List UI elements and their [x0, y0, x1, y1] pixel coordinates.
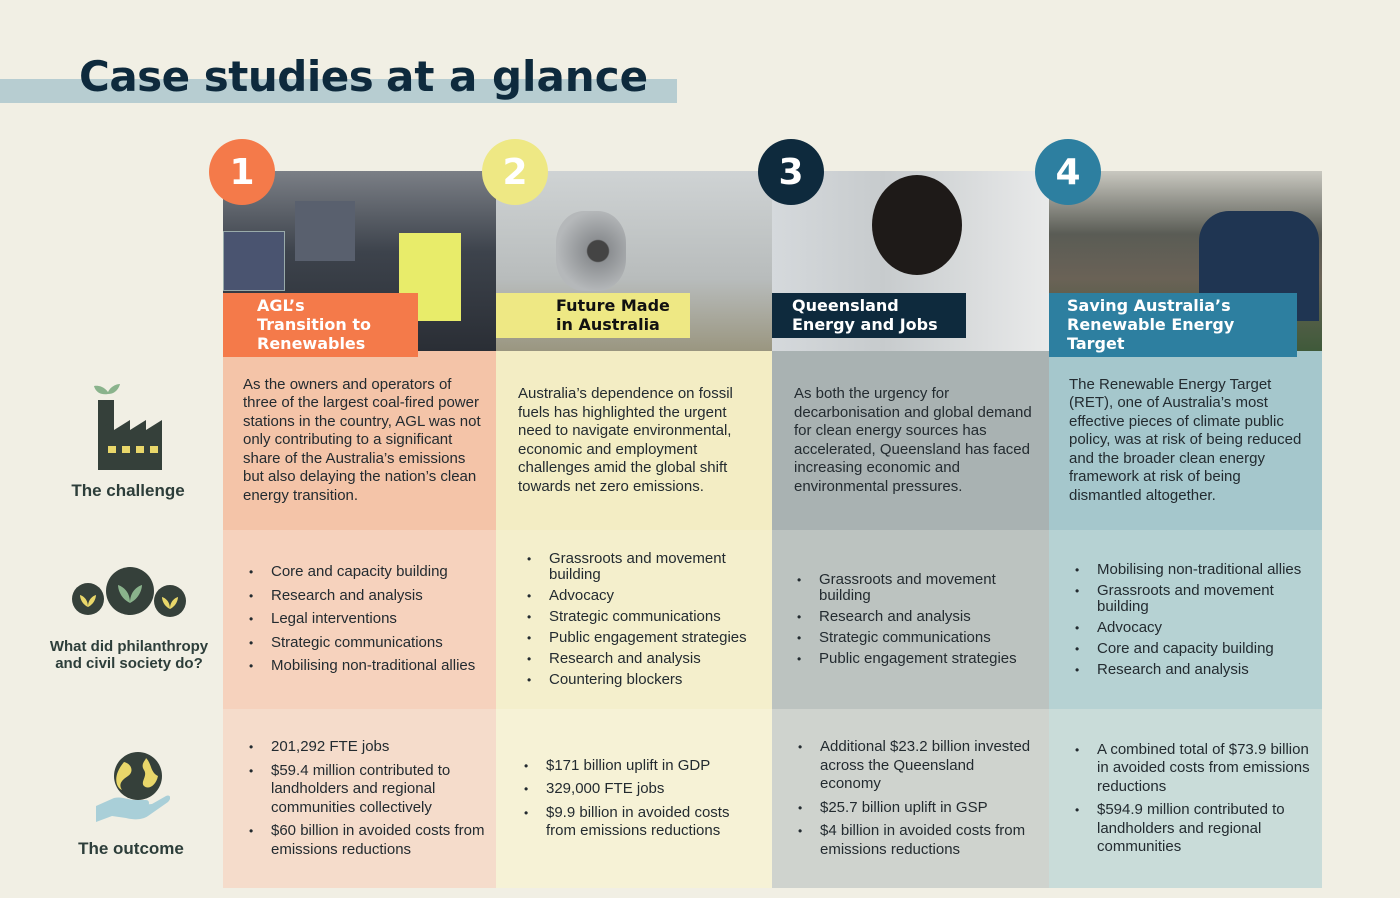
challenge-text: As the owners and operators of three of the largest coal-fired power stations in the country, AGL was not only contributing to a significant share of the Australia’s emissions but also delaying the nation’s clean energy transition. [243, 375, 481, 504]
list-item: • Research and analysis [249, 587, 475, 606]
list-item: • $171 billion uplift in GDP [524, 757, 762, 776]
case-study-4 [1049, 151, 1322, 888]
list-item: • $25.7 billion uplift in GSP [798, 799, 1039, 818]
case-study-1 [223, 151, 496, 888]
outcomes-cell [496, 709, 772, 888]
heads-leaves-icon [68, 565, 190, 630]
list-item: • $60 billion in avoided costs from emissions reductions [249, 822, 486, 859]
list-item: • Additional $23.2 billion invested across the Queensland economy [798, 738, 1039, 794]
row-label-outcome: The outcome [78, 839, 184, 858]
outcomes-list [249, 733, 486, 864]
list-item: • Public engagement strategies [797, 651, 1039, 667]
actions-cell [496, 530, 772, 709]
case-number-badge: 4 [1035, 139, 1101, 205]
case-number-badge: 1 [209, 139, 275, 205]
factory-icon [92, 382, 166, 475]
actions-cell [772, 530, 1049, 709]
page-title: Case studies at a glance [79, 52, 649, 101]
actions-cell [223, 530, 496, 709]
list-item: • Legal interventions [249, 610, 475, 629]
outcomes-cell [223, 709, 496, 888]
list-item: • Strategic communications [249, 634, 475, 653]
list-item: • Grassroots and movement building [1075, 583, 1312, 615]
outcomes-list [524, 752, 762, 846]
list-item: • Grassroots and movement building [797, 572, 1039, 604]
actions-list [249, 558, 475, 681]
case-title: Queensland Energy and Jobs [772, 293, 966, 338]
case-title: AGL’s Transition to Renewables [223, 293, 418, 357]
list-item: • Public engagement strategies [527, 630, 762, 646]
list-item: • Research and analysis [527, 651, 762, 667]
list-item: • Strategic communications [527, 609, 762, 625]
list-item: • 329,000 FTE jobs [524, 780, 762, 799]
list-item: • Mobilising non-traditional allies [1075, 562, 1312, 578]
outcomes-cell [772, 709, 1049, 888]
list-item: • Countering blockers [527, 672, 762, 688]
case-study-3 [772, 151, 1049, 888]
list-item: • Core and capacity building [249, 563, 475, 582]
outcomes-cell [1049, 709, 1322, 888]
challenge-cell [223, 351, 496, 530]
list-item: • Research and analysis [797, 609, 1039, 625]
outcomes-list [1075, 736, 1312, 862]
challenge-text: Australia’s dependence on fossil fuels has highlighted the urgent need to navigate environmental, economic and employment challenges amid the global shift towards net zero emissions. [518, 385, 733, 495]
list-item: • Mobilising non-traditional allies [249, 657, 475, 676]
actions-list [1075, 557, 1312, 683]
challenge-cell [772, 351, 1049, 530]
case-number-badge: 2 [482, 139, 548, 205]
challenge-cell [1049, 351, 1322, 530]
list-item: • $9.9 billion in avoided costs from emissions reductions [524, 804, 762, 841]
list-item: • Grassroots and movement building [527, 551, 762, 583]
list-item: • $4 billion in avoided costs from emissions reductions [798, 822, 1039, 859]
list-item: • A combined total of $73.9 billion in avoided costs from emissions reductions [1075, 741, 1312, 797]
list-item: • $59.4 million contributed to landholders and regional communities collectively [249, 762, 486, 818]
list-item: • Core and capacity building [1075, 641, 1312, 657]
case-title: Future Made in Australia [496, 293, 690, 338]
challenge-text: As both the urgency for decarbonisation and global demand for clean energy sources has accelerated, Queensland has faced increasing economic and environmental pressures. [794, 385, 1032, 495]
row-label-challenge: The challenge [71, 481, 185, 500]
actions-list [527, 546, 762, 693]
list-item: • Advocacy [527, 588, 762, 604]
list-item: • Strategic communications [797, 630, 1039, 646]
case-title: Saving Australia’s Renewable Energy Target [1049, 293, 1297, 357]
case-number-badge: 3 [758, 139, 824, 205]
list-item: • Research and analysis [1075, 662, 1312, 678]
list-item: • $594.9 million contributed to landholders and regional communities [1075, 801, 1312, 857]
challenge-text: The Renewable Energy Target (RET), one of Australia’s most effective pieces of climate public policy, was at risk of being reduced and the broader clean energy framework at risk of being dismantled altogether. [1069, 375, 1302, 504]
case-study-2 [496, 151, 772, 888]
row-label-action: What did philanthropy and civil society do? [49, 638, 209, 672]
actions-cell [1049, 530, 1322, 709]
globe-in-hand-icon [94, 750, 170, 831]
challenge-cell [496, 351, 772, 530]
actions-list [797, 567, 1039, 672]
outcomes-list [798, 733, 1039, 864]
list-item: • Advocacy [1075, 620, 1312, 636]
list-item: • 201,292 FTE jobs [249, 738, 486, 757]
